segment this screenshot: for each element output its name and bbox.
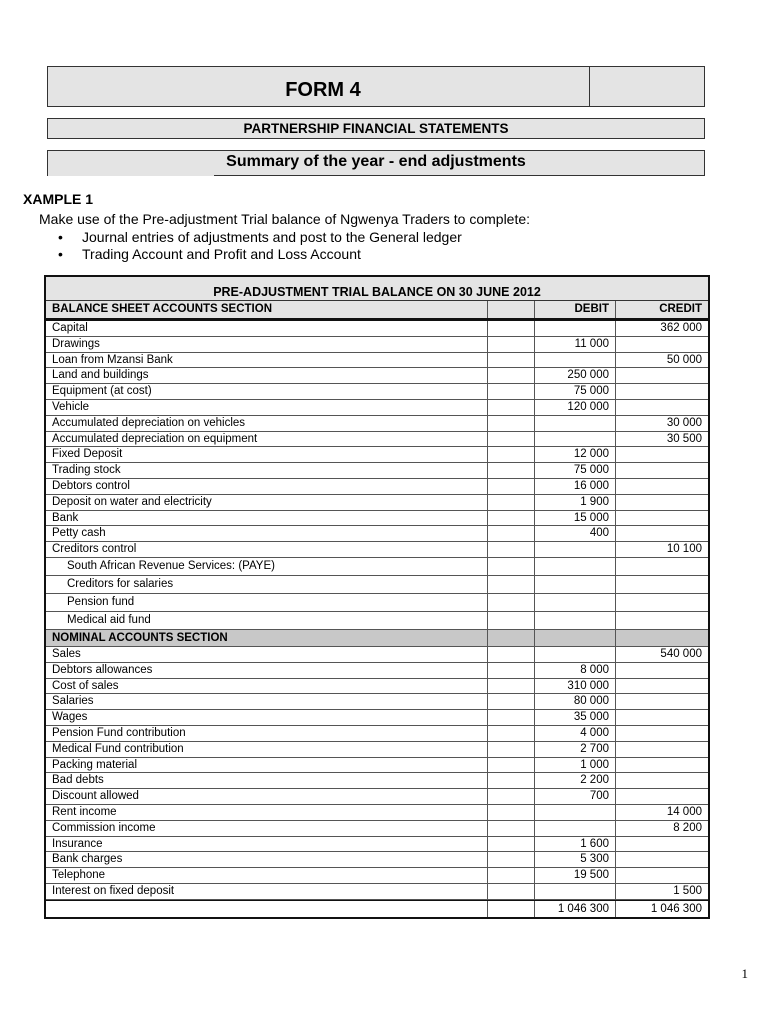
account-name: Discount allowed: [46, 789, 488, 804]
account-name: Debtors control: [46, 479, 488, 494]
table-row: [46, 447, 708, 463]
debit-cell: 1 900: [535, 495, 616, 510]
bullet-text: Journal entries of adjustments and post to the General ledger: [82, 229, 462, 245]
debit-cell: [535, 594, 616, 611]
debit-cell: [535, 884, 616, 899]
header-section: BALANCE SHEET ACCOUNTS SECTION: [46, 301, 488, 318]
example-label: XAMPLE 1: [23, 191, 94, 207]
nominal-header-row: [46, 630, 708, 647]
cell: [46, 901, 488, 917]
account-name: Bank charges: [46, 852, 488, 867]
account-name: Medical aid fund: [46, 612, 488, 629]
table-row: [46, 368, 708, 384]
table-row: [46, 479, 708, 495]
form-title-side-cell: [589, 67, 706, 106]
balance-sheet-rows: [46, 321, 708, 630]
trial-balance-table: [44, 275, 710, 919]
blank-cell: [488, 726, 535, 741]
account-name: Vehicle: [46, 400, 488, 415]
table-row: [46, 576, 708, 594]
credit-cell: [616, 773, 708, 788]
debit-cell: [535, 353, 616, 368]
blank-cell: [488, 647, 535, 662]
account-name: Sales: [46, 647, 488, 662]
debit-cell: 700: [535, 789, 616, 804]
debit-cell: 35 000: [535, 710, 616, 725]
account-name: Equipment (at cost): [46, 384, 488, 399]
blank-cell: [488, 852, 535, 867]
bullet-text: Trading Account and Profit and Loss Account: [82, 246, 361, 262]
debit-cell: [535, 805, 616, 820]
debit-cell: 80 000: [535, 694, 616, 709]
blank-cell: [488, 884, 535, 899]
debit-cell: 250 000: [535, 368, 616, 383]
table-row: [46, 773, 708, 789]
blank-cell: [488, 663, 535, 678]
blank-cell: [488, 526, 535, 541]
blank-cell: [488, 384, 535, 399]
blank-cell: [488, 694, 535, 709]
debit-cell: [535, 821, 616, 836]
debit-cell: 5 300: [535, 852, 616, 867]
account-name: Telephone: [46, 868, 488, 883]
total-debit: 1 046 300: [535, 901, 616, 917]
debit-cell: [535, 432, 616, 447]
account-name: Insurance: [46, 837, 488, 852]
blank-cell: [488, 868, 535, 883]
table-header: [46, 301, 708, 321]
account-name: Petty cash: [46, 526, 488, 541]
table-row: [46, 789, 708, 805]
debit-cell: [535, 612, 616, 629]
table-row: [46, 511, 708, 527]
table-row: [46, 542, 708, 558]
table-title: PRE-ADJUSTMENT TRIAL BALANCE ON 30 JUNE 2012: [46, 277, 708, 301]
debit-cell: 19 500: [535, 868, 616, 883]
blank-cell: [488, 416, 535, 431]
cell: [616, 630, 708, 646]
blank-cell: [488, 773, 535, 788]
section-title: Summary of the year - end adjustments: [47, 150, 705, 176]
debit-cell: 8 000: [535, 663, 616, 678]
bullet-icon: •: [58, 229, 63, 245]
credit-cell: 362 000: [660, 322, 702, 334]
debit-cell: 16 000: [535, 479, 616, 494]
account-name: Medical Fund contribution: [46, 742, 488, 757]
table-row: [46, 337, 708, 353]
header-debit: DEBIT: [535, 301, 616, 318]
debit-cell: 400: [535, 526, 616, 541]
account-name: Wages: [46, 710, 488, 725]
account-name: Loan from Mzansi Bank: [46, 353, 488, 368]
credit-cell: [616, 612, 708, 629]
account-name: Creditors for salaries: [46, 576, 488, 593]
credit-cell: 30 500: [666, 432, 702, 445]
account-name: Capital: [46, 321, 488, 336]
blank-cell: [488, 679, 535, 694]
table-row: [46, 526, 708, 542]
nominal-rows: [46, 647, 708, 900]
table-row: [46, 612, 708, 630]
table-row: [46, 400, 708, 416]
totals-row: [46, 900, 708, 917]
bullet-icon: •: [58, 246, 63, 262]
bullet-item: [58, 229, 462, 245]
blank-cell: [488, 542, 535, 557]
debit-cell: 120 000: [535, 400, 616, 415]
credit-cell: [616, 511, 708, 526]
credit-cell: 30 000: [666, 416, 702, 429]
debit-cell: 1 600: [535, 837, 616, 852]
blank-cell: [488, 576, 535, 593]
table-row: [46, 558, 708, 576]
table-row: [46, 432, 708, 448]
credit-cell: [616, 758, 708, 773]
debit-cell: 12 000: [535, 447, 616, 462]
debit-cell: [535, 416, 616, 431]
blank-cell: [488, 742, 535, 757]
account-name: Pension Fund contribution: [46, 726, 488, 741]
blank-cell: [488, 495, 535, 510]
table-row: [46, 805, 708, 821]
total-credit: 1 046 300: [650, 902, 702, 915]
credit-cell: 14 000: [666, 805, 702, 818]
credit-cell: [616, 679, 708, 694]
credit-cell: [616, 447, 708, 462]
debit-cell: 1 000: [535, 758, 616, 773]
account-name: South African Revenue Services: (PAYE): [46, 558, 488, 575]
debit-cell: 2 200: [535, 773, 616, 788]
debit-cell: [535, 321, 616, 336]
divider: [214, 175, 705, 176]
credit-cell: [616, 400, 708, 415]
blank-cell: [488, 432, 535, 447]
credit-cell: [616, 742, 708, 757]
table-row: [46, 694, 708, 710]
table-row: [46, 384, 708, 400]
credit-cell: [616, 837, 708, 852]
blank-cell: [488, 463, 535, 478]
table-row: [46, 726, 708, 742]
credit-cell: 10 100: [666, 543, 702, 556]
cell: [488, 901, 535, 917]
table-row: [46, 321, 708, 337]
blank-cell: [488, 821, 535, 836]
table-row: [46, 679, 708, 695]
debit-cell: [535, 647, 616, 662]
blank-cell: [488, 594, 535, 611]
debit-cell: 11 000: [535, 337, 616, 352]
account-name: Land and buildings: [46, 368, 488, 383]
table-row: [46, 416, 708, 432]
account-name: Salaries: [46, 694, 488, 709]
account-name: Accumulated depreciation on vehicles: [46, 416, 488, 431]
credit-cell: [616, 726, 708, 741]
table-row: [46, 742, 708, 758]
table-row: [46, 868, 708, 884]
credit-cell: [616, 479, 708, 494]
blank-cell: [488, 368, 535, 383]
credit-cell: 1 500: [673, 884, 702, 897]
table-row: [46, 594, 708, 612]
account-name: Packing material: [46, 758, 488, 773]
table-row: [46, 837, 708, 853]
debit-cell: 310 000: [535, 679, 616, 694]
debit-cell: 15 000: [535, 511, 616, 526]
credit-cell: [616, 495, 708, 510]
blank-cell: [488, 337, 535, 352]
account-name: Creditors control: [46, 542, 488, 557]
debit-cell: 75 000: [535, 384, 616, 399]
account-name: Rent income: [46, 805, 488, 820]
page-number: 1: [741, 966, 748, 981]
header-credit: CREDIT: [659, 303, 702, 315]
credit-cell: [616, 789, 708, 804]
credit-cell: 50 000: [666, 353, 702, 366]
bullet-item: [58, 246, 361, 262]
credit-cell: [616, 576, 708, 593]
table-row: [46, 758, 708, 774]
debit-cell: [535, 542, 616, 557]
credit-cell: [616, 463, 708, 478]
table-row: [46, 821, 708, 837]
header-blank: [488, 301, 535, 318]
table-row: [46, 463, 708, 479]
intro-text: Make use of the Pre-adjustment Trial balance of Ngwenya Traders to complete:: [39, 211, 531, 227]
blank-cell: [488, 400, 535, 415]
debit-cell: [535, 558, 616, 575]
credit-cell: [616, 384, 708, 399]
table-row: [46, 852, 708, 868]
blank-cell: [488, 447, 535, 462]
form-title: FORM 4: [285, 79, 361, 101]
debit-cell: [535, 576, 616, 593]
blank-cell: [488, 758, 535, 773]
account-name: Cost of sales: [46, 679, 488, 694]
debit-cell: 75 000: [535, 463, 616, 478]
blank-cell: [488, 710, 535, 725]
credit-cell: [616, 868, 708, 883]
table-row: [46, 647, 708, 663]
table-row: [46, 353, 708, 369]
account-name: Pension fund: [46, 594, 488, 611]
form-title-box: [47, 66, 705, 107]
debit-cell: 2 700: [535, 742, 616, 757]
account-name: Commission income: [46, 821, 488, 836]
credit-cell: 8 200: [673, 821, 702, 834]
credit-cell: [616, 710, 708, 725]
account-name: Drawings: [46, 337, 488, 352]
blank-cell: [488, 353, 535, 368]
account-name: Fixed Deposit: [46, 447, 488, 462]
blank-cell: [488, 511, 535, 526]
table-row: [46, 884, 708, 900]
credit-cell: [616, 852, 708, 867]
table-row: [46, 710, 708, 726]
blank-cell: [488, 479, 535, 494]
account-name: Bank: [46, 511, 488, 526]
credit-cell: [616, 663, 708, 678]
blank-cell: [488, 558, 535, 575]
cell: [488, 630, 535, 646]
table-row: [46, 663, 708, 679]
account-name: Deposit on water and electricity: [46, 495, 488, 510]
account-name: Accumulated depreciation on equipment: [46, 432, 488, 447]
debit-cell: 4 000: [535, 726, 616, 741]
table-row: [46, 495, 708, 511]
account-name: Trading stock: [46, 463, 488, 478]
nominal-header: NOMINAL ACCOUNTS SECTION: [46, 630, 488, 646]
cell: [535, 630, 616, 646]
blank-cell: [488, 805, 535, 820]
credit-cell: [616, 594, 708, 611]
account-name: Interest on fixed deposit: [46, 884, 488, 899]
account-name: Debtors allowances: [46, 663, 488, 678]
blank-cell: [488, 321, 535, 336]
credit-cell: [616, 694, 708, 709]
blank-cell: [488, 837, 535, 852]
account-name: Bad debts: [46, 773, 488, 788]
credit-cell: [616, 337, 708, 352]
credit-cell: [616, 368, 708, 383]
blank-cell: [488, 789, 535, 804]
subtitle: PARTNERSHIP FINANCIAL STATEMENTS: [47, 118, 705, 139]
credit-cell: [616, 558, 708, 575]
blank-cell: [488, 612, 535, 629]
credit-cell: 540 000: [660, 647, 702, 660]
credit-cell: [616, 526, 708, 541]
